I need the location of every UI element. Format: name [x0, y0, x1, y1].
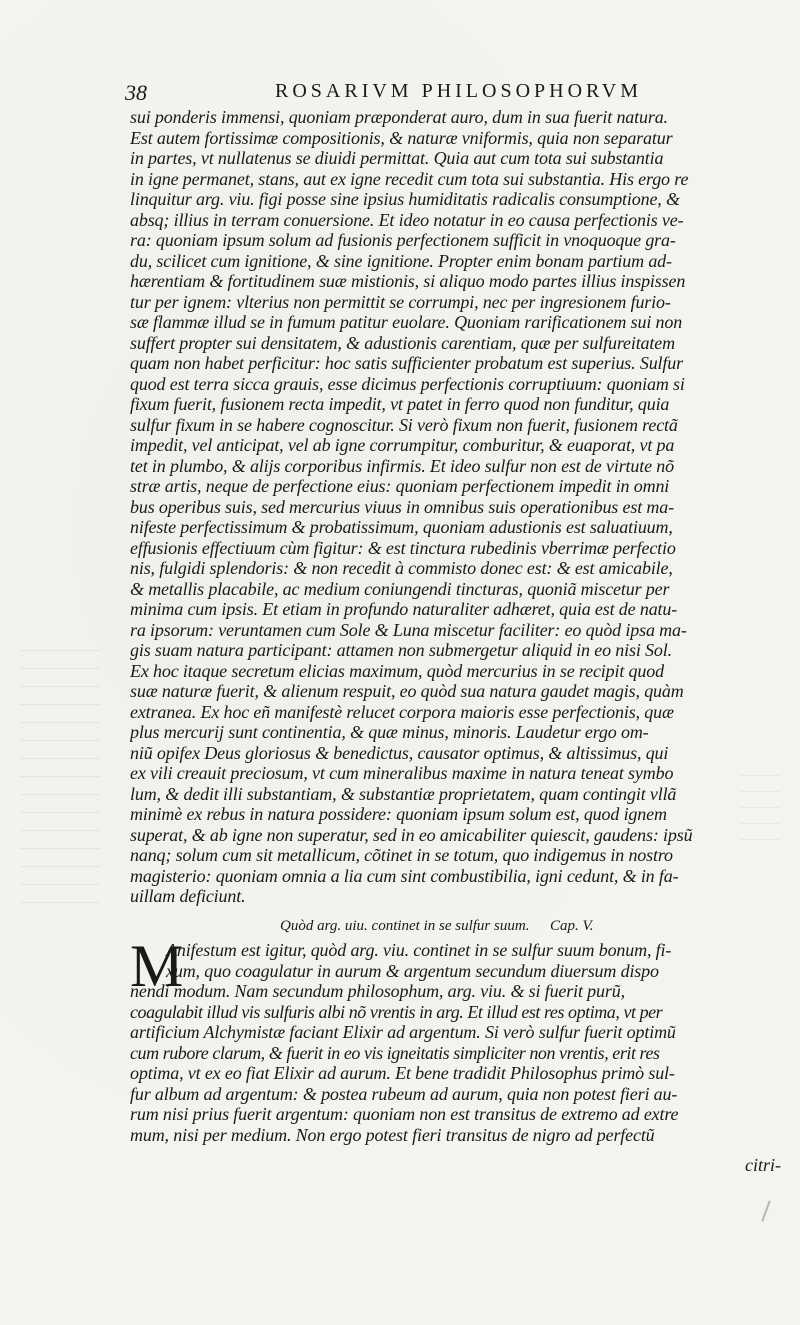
text-line: fixum fuerit, fusionem recta impedit, vt patet in ferro quod non funditur, quia	[130, 394, 670, 414]
text-line: rum nisi prius fuerit argentum: quoniam non est transitus de extremo ad extre	[130, 1104, 679, 1124]
text-line: Ex hoc itaque secretum elicias maximum, quòd mercurius in se recipit quod	[130, 660, 664, 681]
text-line: suæ naturæ fuerit, & alienum respuit, eo quòd sua natura gaudet magis, quàm	[130, 681, 684, 701]
text-line: xum, quo coagulatur in aurum & argentum secundum diuersum dispo	[166, 960, 659, 981]
text-line: ex vili creauit preciosum, vt cum mineralibus maxime in natura teneat symbo	[130, 763, 674, 783]
text-line: fur album ad argentum: & postea rubeum ad aurum, quia non potest fieri au-	[130, 1083, 678, 1104]
text-line: magisterio: quoniam omnia a lia cum sint combustibilia, igni cedunt, & in fa-	[130, 865, 679, 886]
text-line: Est autem fortissimæ compositionis, & naturæ vniformis, quia non separatur	[130, 127, 673, 148]
text-line: cum rubore clarum, & fuerit in eo vis igneitatis simpliciter non vrentis, erit res	[130, 1042, 660, 1063]
text-line: & metallis placabile, ac medium coniungendi tincturas, quoniã miscetur per	[130, 578, 670, 599]
text-line: nendi modum. Nam secundum philosophum, arg. viu. & si fuerit purũ,	[130, 981, 625, 1001]
chapter-number: Cap. V.	[550, 918, 594, 934]
text-line: ra ipsorum: veruntamen cum Sole & Luna miscetur faciliter: eo quòd ipsa ma-	[130, 619, 687, 640]
text-line: in partes, vt nullatenus se diuidi permittat. Quia aut cum tota sui substantia	[130, 148, 664, 168]
chapter-title: Quòd arg. uiu. continet in se sulfur suum.	[280, 918, 530, 934]
text-line: nis, fulgidi splendoris: & non recedit à commisto donec est: & est amicabile,	[130, 558, 673, 578]
text-line: mum, nisi per medium. Non ergo potest fieri transitus de nigro ad perfectũ	[130, 1124, 655, 1145]
text-line: nanq; solum cum sit metallicum, cõtinet in se totum, quo indigemus in nostro	[130, 845, 673, 865]
page-header	[125, 80, 785, 110]
text-line: coagulabit illud vis sulfuris albi nõ vrentis in arg. Et illud est res optima, vt per	[130, 1001, 663, 1022]
text-line: niũ opifex Deus gloriosus & benedictus, causator optimus, & altissimus, qui	[130, 742, 669, 763]
text-line: lum, & dedit illi substantiam, & substantiæ proprietatem, quam contingit vllã	[130, 783, 677, 804]
text-line: stræ artis, neque de perfectione eius: quoniam perfectionem impedit in omni	[130, 476, 670, 496]
chapter-heading	[130, 918, 790, 942]
text-line: optima, vt ex eo fiat Elixir ad aurum. Et bene tradidit Philosophus primò sul-	[130, 1063, 675, 1083]
text-line: sui ponderis immensi, quoniam præponderat auro, dum in sua fuerit natura.	[130, 107, 668, 127]
text-line: minimè ex rebus in natura possidere: quoniam ipsum solum est, quod ignem	[130, 804, 667, 824]
text-line: artificium Alchymistæ faciant Elixir ad argentum. Si verò sulfur fuerit optimũ	[130, 1022, 676, 1042]
text-line: absq; illius in terram conuersione. Et ideo notatur in eo causa perfectionis ve-	[130, 209, 684, 230]
page-number: 38	[125, 80, 147, 105]
drop-cap-initial: M	[130, 933, 184, 999]
text-line: Anifestum est igitur, quòd arg. viu. continet in se sulfur suum bonum, fi-	[166, 940, 672, 960]
text-line: du, scilicet cum ignitione, & sine ignitione. Propter enim bonam partium ad-	[130, 250, 672, 271]
text-line: suffert propter sui densitatem, & adustionis carentiam, quæ per sulfureitatem	[130, 332, 675, 353]
show-through-text-left	[20, 650, 100, 910]
text-line: tur per ignem: vlterius non permittit se corrumpi, nec per ingresionem furio-	[130, 291, 671, 312]
text-line: uillam deficiunt.	[130, 886, 246, 906]
text-line: linquitur arg. viu. figi posse sine ipsius humiditatis radicalis consumptione, &	[130, 189, 680, 209]
main-text-block	[130, 107, 790, 907]
text-line: plus mercurij sunt continentia, & quæ minus, minoris. Laudetur ergo om-	[130, 722, 649, 742]
text-line: gis suam natura participant: attamen non submergetur aliquid in eo nisi Sol.	[130, 640, 672, 660]
text-line: bus operibus suis, sed mercurius viuus in omnibus suis operationibus est ma-	[130, 496, 674, 517]
text-line: quam non habet perficitur: hoc satis sufficienter probatum est superius. Sulfur	[130, 353, 683, 373]
text-line: sæ flammæ illud se in fumum patitur euolare. Quoniam rarificationem sui non	[130, 312, 683, 332]
ink-mark	[761, 1200, 770, 1221]
running-title: ROSARIVM PHILOSOPHORVM	[275, 80, 643, 102]
text-line: hærentiam & fortitudinem suæ mistionis, si aliquo modo partes illius inspissen	[130, 271, 686, 291]
chapter-text-block	[130, 933, 790, 1145]
catchword: citri-	[745, 1155, 781, 1175]
text-line: nifeste perfectissimum & probatissimum, quoniam adustionis est saluatiuum,	[130, 517, 673, 537]
text-line: extranea. Ex hoc eñ manifestè relucet corpora maioris esse perfectionis, quæ	[130, 701, 674, 722]
text-line: sulfur fixum in se habere cognoscitur. Si verò fixum non fuerit, fusionem rectã	[130, 414, 678, 435]
text-line: quod est terra sicca grauis, esse dicimus perfectionis corruptiuum: quoniam si	[130, 373, 685, 394]
text-line: tet in plumbo, & alijs corporibus infirmis. Et ideo sulfur non est de virtute nõ	[130, 455, 674, 476]
text-line: superat, & ab igne non superatur, sed in eo amicabiliter quiescit, gaudens: ipsũ	[130, 824, 693, 845]
text-line: effusionis effectiuum cùm figitur: & est tinctura rubedinis vberrimæ perfectio	[130, 537, 676, 558]
text-line: in igne permanet, stans, aut ex igne recedit cum tota sui substantia. His ergo re	[130, 168, 689, 189]
text-line: impedit, vel anticipat, vel ab igne corrumpitur, comburitur, & euaporat, vt pa	[130, 435, 675, 455]
text-line: minima cum ipsis. Et etiam in profundo naturaliter adhæret, quia est de natu-	[130, 599, 678, 619]
text-line: ra: quoniam ipsum solum ad fusionis perfectionem sufficit in vnoquoque gra-	[130, 230, 676, 250]
